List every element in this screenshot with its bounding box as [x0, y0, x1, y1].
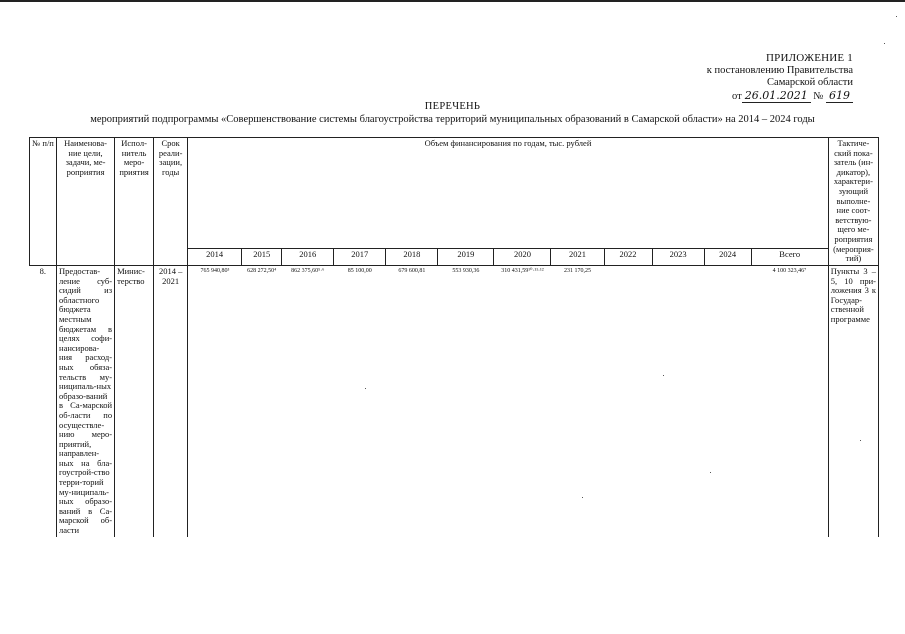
year-header: 2021	[551, 249, 604, 266]
value-2017: 85 100,00	[347, 268, 372, 274]
year-header: 2015	[242, 249, 282, 266]
value-2016: 862 375,60⁵·⁶	[291, 268, 325, 274]
year-header: 2024	[704, 249, 751, 266]
total-header: Всего	[751, 249, 828, 266]
number-sign: №	[813, 90, 824, 102]
header-indicator: Тактиче-ский пока-затель (ин-дикатор), характери-зующий выполне-ние соот-ветствую-щего ме-роприятия (мероприя-тий)	[828, 138, 878, 266]
header-term: Срок реали-зации, годы	[154, 138, 188, 266]
scan-speck	[884, 43, 885, 44]
row-name: Предостав-ление суб-сидий из областного бюджета местным бюджетам в целях софи-нансирова-ния расход-ных обяза-тельств му-ниципаль-ных образо-ваний в Са-марской об-ласти по осуществле-нию меро-приятий, направлен-ных на бла-гоустрой-ство терри-торий му-ниципаль-ных образо-ваний в Са-марской об-ласти	[57, 266, 115, 537]
year-header: 2023	[652, 249, 704, 266]
handwritten-date: 26.01.2021	[742, 89, 811, 103]
value-total: 4 100 323,46⁷	[772, 268, 807, 274]
row-num: 8.	[39, 266, 46, 276]
value-2022	[604, 266, 652, 537]
value-2019: 553 930,36	[452, 268, 480, 274]
value-2024	[704, 266, 751, 537]
year-header: 2017	[334, 249, 386, 266]
scan-speck	[896, 16, 897, 17]
header-name: Наименова-ние цели, задачи, ме-роприятия	[57, 138, 115, 266]
page-top-border	[0, 0, 905, 2]
value-2015: 628 272,50⁴	[247, 268, 277, 274]
ot-label: от	[732, 90, 742, 102]
appendix-line-3: Самарской области	[767, 77, 853, 88]
value-2014: 765 940,80³	[200, 268, 230, 274]
funding-table	[29, 137, 879, 537]
appendix-line-2: к постановлению Правительства	[706, 64, 853, 76]
row-executor: Минис-терство	[117, 266, 145, 286]
appendix-title: ПРИЛОЖЕНИЕ 1	[766, 52, 853, 64]
value-2023	[652, 266, 704, 537]
header-num: № п/п	[30, 138, 57, 266]
row-term: 2014 – 2021	[154, 266, 188, 537]
scan-speck	[365, 388, 366, 389]
year-header: 2016	[282, 249, 334, 266]
table-row	[30, 266, 879, 537]
year-header: 2019	[438, 249, 494, 266]
value-2021: 231 170,25	[563, 268, 591, 274]
scan-speck	[582, 497, 583, 498]
scan-speck	[663, 375, 664, 376]
header-executor: Испол-нитель меро-приятия	[115, 138, 154, 266]
document-subtitle: мероприятий подпрограммы «Совершенствование системы благоустройства территорий муниципальных образований в Самарской области» на 2014 – 2024 годы	[90, 114, 815, 125]
row-indicator: Пункты 3 – 5, 10 при-ложения 3 к Государ-ственной программе	[828, 266, 878, 537]
document-title: ПЕРЕЧЕНЬ	[424, 101, 481, 112]
year-header: 2018	[386, 249, 438, 266]
header-funding: Объем финансирования по годам, тыс. рублей	[188, 138, 829, 249]
handwritten-number: 619	[826, 89, 853, 103]
scan-speck	[710, 472, 711, 473]
year-header: 2014	[188, 249, 242, 266]
value-2018: 679 600,81	[398, 268, 426, 274]
scan-speck	[860, 440, 861, 441]
year-header: 2022	[604, 249, 652, 266]
appendix-header	[707, 52, 853, 103]
value-2020: 310 431,59¹⁰·¹¹·¹²	[501, 268, 544, 274]
year-header: 2020	[494, 249, 551, 266]
